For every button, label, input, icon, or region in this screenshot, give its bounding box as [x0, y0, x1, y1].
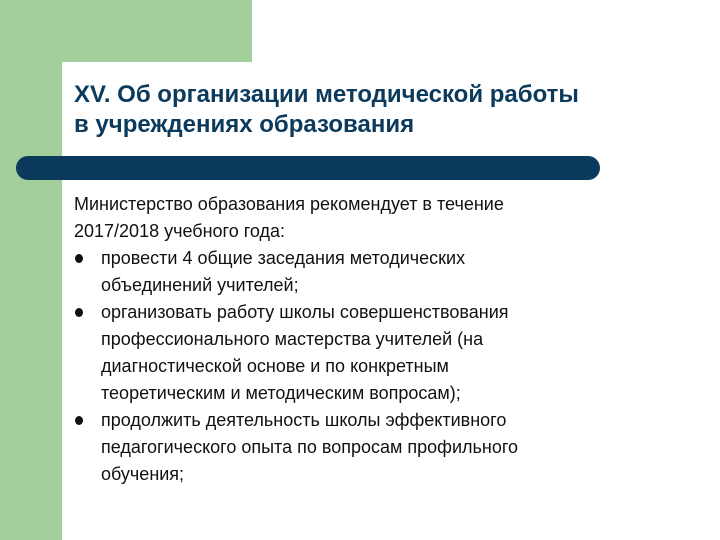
bullet-icon	[75, 308, 83, 317]
list-item	[74, 245, 644, 299]
list-item-line: провести 4 общие заседания методических	[101, 248, 466, 268]
list-item-line: объединений учителей;	[101, 275, 299, 295]
slide-title-line-2: в учреждениях образования	[74, 111, 415, 138]
slide-title-line-1: XV. Об организации методической работы	[74, 81, 579, 108]
list-item	[74, 407, 644, 488]
list-item-line: теоретическим и методическим вопросам);	[101, 383, 461, 403]
recommendations-list	[74, 245, 644, 488]
list-item-line: диагностической основе и по конкретным	[101, 356, 449, 376]
list-item	[74, 299, 644, 407]
list-item-line: педагогического опыта по вопросам профильного	[101, 437, 519, 457]
bullet-icon	[75, 416, 83, 425]
list-item-line: профессионального мастерства учителей (на	[101, 329, 484, 349]
decorative-green-left-band	[0, 0, 62, 540]
title-divider-bar	[16, 156, 600, 180]
list-item-line: обучения;	[101, 464, 185, 484]
intro-line-1: Министерство образования рекомендует в течение	[74, 194, 504, 214]
bullet-icon	[75, 254, 83, 263]
intro-paragraph	[74, 191, 644, 245]
list-item-line: продолжить деятельность школы эффективного	[101, 410, 507, 430]
slide-title	[74, 80, 694, 140]
slide-body	[74, 191, 644, 488]
intro-line-2: 2017/2018 учебного года:	[74, 221, 286, 241]
list-item-line: организовать работу школы совершенствования	[101, 302, 509, 322]
